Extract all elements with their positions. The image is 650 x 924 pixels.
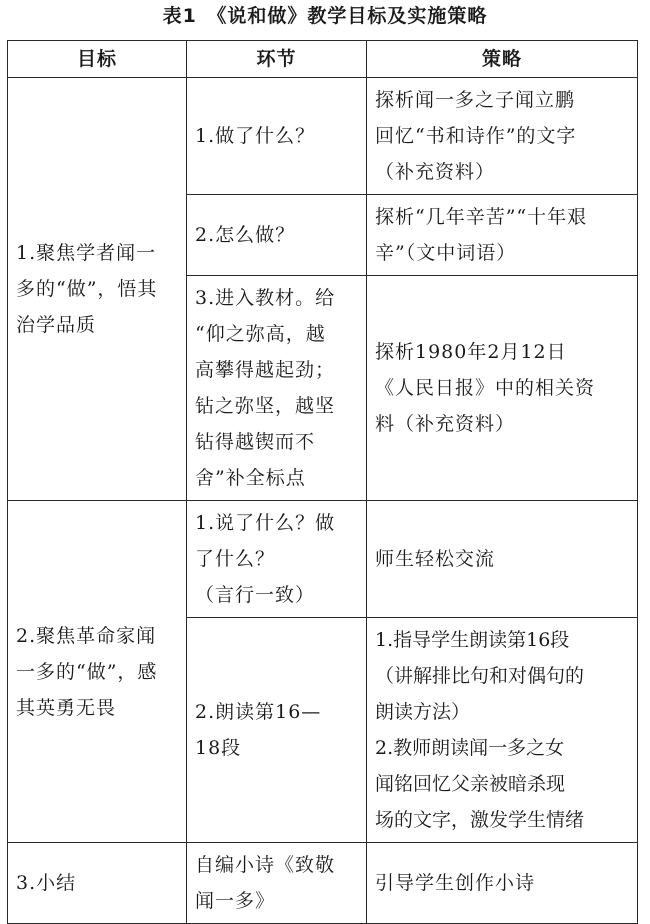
strategy-text: 场的文字，激发学生情绪 — [375, 809, 585, 831]
header-goal: 目标 — [8, 41, 187, 78]
stage-text: 1.说了什么？做 — [195, 512, 336, 534]
stage-text: 1.做了什么？ — [195, 125, 316, 147]
stage-text: 3.进入教材。给 — [195, 287, 336, 309]
stage-cell — [187, 843, 367, 924]
stage-text: 了什么？ — [195, 548, 276, 570]
stage-text: “仰之弥高，越 — [195, 323, 326, 345]
goal-text: 多的“做”，悟其 — [16, 278, 158, 300]
strategy-text: （讲解排比句和对偶句的 — [375, 665, 585, 687]
stage-text: 钻得越锲而不 — [195, 431, 316, 453]
strategy-text: 《人民日报》中的相关资 — [375, 377, 596, 399]
stage-cell — [187, 78, 367, 195]
header-strategy: 策略 — [367, 41, 638, 78]
stage-text: 2.怎么做？ — [195, 224, 296, 246]
stage-text: 高攀得越起劲； — [195, 359, 336, 381]
goal-text: 一多的“做”，感 — [16, 660, 158, 683]
stage-cell — [187, 501, 367, 618]
strategy-text: （补充资料） — [375, 161, 496, 183]
table-row — [8, 501, 638, 618]
stage-cell — [187, 195, 367, 276]
goal-cell — [8, 78, 187, 501]
table-row — [8, 78, 638, 195]
strategy-text: 辛”（文中词语） — [375, 242, 517, 264]
strategy-text: 引导学生创作小诗 — [375, 872, 536, 894]
goal-text: 2.聚焦革命家闻 — [16, 624, 157, 647]
strategy-text: 探析闻一多之子闻立鹏 — [375, 89, 576, 111]
stage-text: 舍”补全标点 — [195, 467, 306, 489]
strategy-text: 师生轻松交流 — [375, 548, 496, 570]
stage-cell — [187, 618, 367, 843]
goal-text: 1.聚焦学者闻一 — [16, 242, 157, 264]
teaching-plan-table — [7, 40, 638, 924]
stage-text: 自编小诗《致敬 — [195, 854, 336, 876]
header-stage: 环节 — [187, 41, 367, 78]
strategy-text: 2.教师朗读闻一多之女 — [375, 737, 565, 759]
strategy-cell — [367, 78, 638, 195]
goal-cell — [8, 843, 187, 924]
strategy-text: 探析“几年辛苦”“十年艰 — [375, 206, 588, 228]
strategy-cell — [367, 618, 638, 843]
stage-text: （言行一致） — [195, 584, 316, 606]
goal-text: 其英勇无畏 — [16, 696, 117, 719]
strategy-cell — [367, 276, 638, 501]
strategy-text: 朗读方法） — [375, 701, 471, 723]
stage-text: 18段 — [195, 737, 242, 759]
strategy-text: 回忆“书和诗作”的文字 — [375, 125, 577, 147]
goal-text: 3.小结 — [16, 872, 77, 894]
strategy-cell — [367, 195, 638, 276]
table-row — [8, 843, 638, 924]
goal-cell — [8, 501, 187, 843]
strategy-cell — [367, 501, 638, 618]
strategy-cell — [367, 843, 638, 924]
strategy-text: 探析1980年2月12日 — [375, 341, 567, 363]
stage-text: 闻一多》 — [195, 890, 276, 912]
strategy-text: 闻铭回忆父亲被暗杀现 — [375, 773, 566, 795]
strategy-text: 料（补充资料） — [375, 413, 516, 435]
goal-text: 治学品质 — [16, 314, 97, 336]
stage-text: 钻之弥坚，越坚 — [195, 395, 336, 417]
table-caption: 表1 《说和做》教学目标及实施策略 — [162, 5, 488, 27]
strategy-text: 1.指导学生朗读第16段 — [375, 629, 570, 651]
table-header-row — [8, 41, 638, 78]
stage-text: 2.朗读第16— — [195, 701, 322, 723]
stage-cell — [187, 276, 367, 501]
